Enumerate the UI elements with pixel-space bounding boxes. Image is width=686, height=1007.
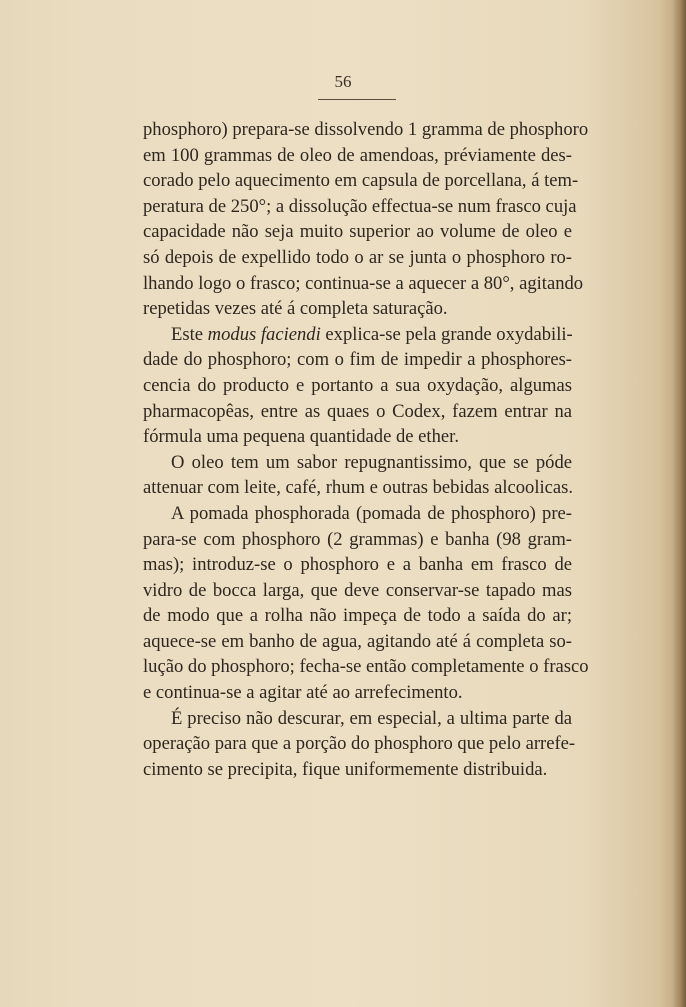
text-line: cencia do producto e portanto a sua oxydação, algumas <box>143 374 572 396</box>
text-line: para-se com phosphoro (2 grammas) e banha (98 gram- <box>143 528 572 550</box>
text-line: capacidade não seja muito superior ao volume de oleo e <box>143 221 572 243</box>
text-run: explica-se pela grande oxydabili- <box>320 323 573 345</box>
text-line: de modo que a rolha não impeça de todo a saída do ar; <box>143 605 572 627</box>
text-run: Este <box>171 323 208 345</box>
text-line: attenuar com leite, café, rhum e outras bebidas alcoolicas. <box>143 477 574 499</box>
text-line: corado pelo aquecimento em capsula de porcellana, á tem- <box>143 170 579 192</box>
page-edge-shadow <box>672 0 686 1007</box>
page-number: 56 <box>334 72 352 91</box>
text-line-with-italic <box>143 322 572 348</box>
text-line: fórmula uma pequena quantidade de ether. <box>143 426 459 448</box>
paragraph-3 <box>143 450 572 501</box>
text-line: vidro de bocca larga, que deve conservar-se tapado mas <box>143 579 572 601</box>
paragraph-4 <box>143 501 589 706</box>
text-line: cimento se precipita, fique uniformemente distribuida. <box>143 758 548 780</box>
text-line: lhando logo o frasco; continua-se a aquecer a 80°, agitando <box>143 272 584 294</box>
text-line: aquece-se em banho de agua, agitando até á completa so- <box>143 630 572 652</box>
text-line: repetidas vezes até á completa saturação. <box>143 298 448 320</box>
text-line: lução do phosphoro; fecha-se então completamente o frasco <box>143 656 589 678</box>
paragraph-1 <box>143 117 589 322</box>
paragraph-5 <box>143 706 576 783</box>
text-line: e continua-se a agitar até ao arrefecimento. <box>143 682 463 704</box>
text-line: só depois de expellido todo o ar se junta o phosphoro ro- <box>143 246 572 268</box>
text-line: operação para que a porção do phosphoro que pelo arrefe- <box>143 733 576 755</box>
text-line: mas); introduz-se o phosphoro e a banha em frasco de <box>143 554 572 576</box>
italic-phrase: modus faciendi <box>207 323 321 345</box>
text-line: A pomada phosphorada (pomada de phosphoro) pre- <box>171 502 572 524</box>
text-line: phosphoro) prepara-se dissolvendo 1 gramma de phosphoro <box>143 119 589 140</box>
text-line: O oleo tem um sabor repugnantissimo, que se póde <box>171 451 572 473</box>
text-line: peratura de 250°; a dissolução effectua-se num frasco cuja <box>143 195 577 217</box>
body-text <box>143 117 589 782</box>
page-number-rule <box>318 99 396 100</box>
text-line: É preciso não descurar, em especial, a ultima parte da <box>171 707 572 729</box>
text-line: pharmacopêas, entre as quaes o Codex, fazem entrar na <box>143 400 572 422</box>
text-line: em 100 grammas de oleo de amendoas, préviamente des- <box>143 144 572 166</box>
text-line: dade do phosphoro; com o fim de impedir a phosphores- <box>143 349 572 371</box>
paragraph-2 <box>143 322 572 450</box>
